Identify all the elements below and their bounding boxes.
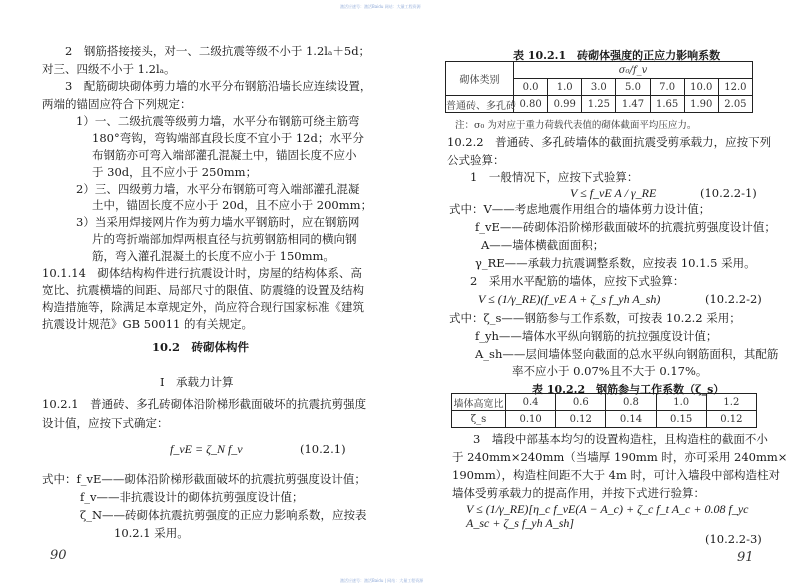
table-cell: 1.90 — [684, 96, 718, 113]
text-line: 2）三、四级剪力墙，水平分布钢筋可弯入端部灌孔混凝 — [76, 182, 360, 196]
where-line: A——墙体横截面面积； — [481, 238, 605, 252]
text-line: 墙体受剪承载力的提高作用，并按下式进行验算： — [452, 486, 705, 500]
table-10-2-2 — [451, 393, 757, 428]
watermark: 激活应速号：激活Baidu | 网站：大量工程资源 — [340, 578, 424, 583]
section-heading: 10.2 砖砌体构件 — [152, 340, 250, 354]
watermark: 激活应速号：激活Baidu 网站：大量工程资源 — [340, 4, 421, 9]
where-line: 式中：f_vE——砌体沿阶梯形截面破坏的抗震抗剪强度设计值； — [42, 472, 366, 486]
formula-10-2-2-1: V ≤ f_vE A / γ_RE — [570, 186, 657, 200]
clause-10-2-1: 10.2.1 普通砖、多孔砖砌体沿阶梯形截面破坏的抗震抗剪强度 — [42, 397, 367, 411]
table-cell: 0.15 — [656, 411, 706, 428]
where-line: 10.2.1 采用。 — [114, 526, 189, 540]
table-col: 12.0 — [718, 79, 752, 96]
table-cell: 2.05 — [718, 96, 752, 113]
where-line: 式中：ζ_s——钢筋参与工作系数，可按表 10.2.2 采用； — [449, 311, 741, 325]
table-cell: 0.12 — [556, 411, 606, 428]
formula-number: (10.2.2-3) — [705, 532, 762, 546]
table-cell: 1.2 — [706, 394, 756, 411]
text-line: 抗震设计规范》GB 50011 的有关规定。 — [42, 317, 254, 331]
table-cell: 0.8 — [606, 394, 656, 411]
text-line: 片的弯折端部加焊两根直径与抗剪钢筋相同的横向钢 — [92, 232, 357, 246]
table-col: 7.0 — [650, 79, 684, 96]
text-line: 3 配筋砌块砌体剪力墙的水平分布钢筋沿墙长应连续设置， — [65, 79, 372, 93]
table-cell: 1.25 — [582, 96, 616, 113]
table-row-header: 砌体类别 — [446, 62, 514, 96]
where-line: γ_RE——承载力抗震调整系数，应按表 10.1.5 采用。 — [475, 256, 756, 270]
table-group-header: σ₀/f_v — [514, 62, 753, 79]
text-line: 1 一般情况下，应按下式验算： — [470, 170, 639, 184]
text-line: 3 墙段中部基本均匀的设置构造柱，且构造柱的截面不小 — [473, 432, 768, 446]
table-row-label: 普通砖、多孔砖 — [446, 96, 514, 113]
text-line: 于 240mm×240mm（当墙厚 190mm 时，亦可采用 240mm× — [452, 450, 788, 464]
clause-10-1-14: 10.1.14 砌体结构构件进行抗震设计时，房屋的结构体系、高 — [42, 266, 362, 280]
table-caption: 表 10.2.1 砖砌体强度的正应力影响系数 — [513, 49, 721, 62]
text-line: 对三、四级不小于 1.2lₐ。 — [42, 62, 176, 76]
where-line: ζ_N——砖砌体抗震抗剪强度的正应力影响系数，应按表 — [80, 508, 367, 522]
text-line: 3）当采用焊接网片作为剪力墙水平钢筋时，应在钢筋网 — [76, 215, 360, 229]
text-line: 180°弯钩，弯钩端部直段长度不宜小于 12d；水平分 — [92, 131, 364, 145]
clause-10-2-2: 10.2.2 普通砖、多孔砖墙体的截面抗震受剪承载力，应按下列 — [447, 135, 772, 149]
where-line: f_yh——墙体水平纵向钢筋的抗拉强度设计值； — [475, 329, 718, 343]
table-col: 0.0 — [514, 79, 548, 96]
page-number: 91 — [737, 550, 754, 565]
text-line: 构造措施等，除满足本章规定外，尚应符合现行国家标准《建筑 — [42, 300, 364, 314]
text-line: 宽比、抗震横墙的间距、局部尺寸的限值、防震缝的设置及结构 — [42, 283, 364, 297]
text-line: 两端的锚固应符合下列规定： — [42, 97, 192, 111]
text-line: 2 钢筋搭接接头，对一、二级抗震等级不小于 1.2lₐ＋5d； — [65, 44, 371, 58]
where-line: 率不应小于 0.07%且不大于 0.17%。 — [512, 364, 708, 378]
table-cell: 0.99 — [548, 96, 582, 113]
formula-10-2-2-3: V ≤ (1/γ_RE)[η_c f_vE(A − A_c) + ζ_c f_t A_c + 0.08 f_yc A_sc + ζ_s f_yh A_sh] — [466, 502, 749, 530]
text-line: 于 30d，且不应小于 250mm； — [92, 165, 258, 179]
table-col: 3.0 — [582, 79, 616, 96]
text-line: 190mm），构造柱间距不大于 4m 时，可计入墙段中部构造柱对 — [452, 468, 781, 482]
table-cell: 0.12 — [706, 411, 756, 428]
table-cell: 0.6 — [556, 394, 606, 411]
table-note: 注：σ₀ 为对应于重力荷载代表值的砌体截面平均压应力。 — [455, 120, 697, 131]
where-line: f_vE——砖砌体沿阶梯形截面破坏的抗震抗剪强度设计值； — [475, 220, 776, 234]
text-line: 1）一、二级抗震等级剪力墙，水平分布钢筋可绕主筋弯 — [76, 114, 360, 128]
table-cell: 0.80 — [514, 96, 548, 113]
where-line: A_sh——层间墙体竖向截面的总水平纵向钢筋面积，其配筋 — [475, 347, 779, 361]
where-line: 式中：V——考虑地震作用组合的墙体剪力设计值； — [449, 202, 711, 216]
table-cell: 1.65 — [650, 96, 684, 113]
formula-number: (10.2.2-2) — [705, 292, 762, 306]
table-10-2-1 — [445, 61, 753, 113]
page-number: 90 — [50, 548, 67, 563]
text-line: 公式验算： — [447, 153, 505, 167]
table-col: 1.0 — [548, 79, 582, 96]
formula-10-2-1: f_vE = ζ_N f_v — [170, 442, 243, 456]
text-line: 设计值，应按下式确定： — [42, 416, 169, 430]
table-col: 10.0 — [684, 79, 718, 96]
table-cell: 1.47 — [616, 96, 650, 113]
text-line: 筋，弯入灌孔混凝土的长度不应小于 150mm。 — [92, 249, 335, 263]
formula-number: (10.2.2-1) — [700, 186, 757, 200]
where-line: f_v——非抗震设计的砌体抗剪强度设计值； — [80, 490, 304, 504]
table-caption: 表 10.2.2 钢筋参与工作系数（ζ_s） — [532, 383, 725, 396]
text-line: 土中，锚固长度不应小于 20d，且不应小于 200mm； — [92, 198, 373, 212]
subsection-heading: Ⅰ 承载力计算 — [160, 375, 234, 389]
table-cell: 0.4 — [506, 394, 556, 411]
table-cell: 0.10 — [506, 411, 556, 428]
table-row-label: 墙体高宽比 — [452, 394, 506, 411]
text-line: 2 采用水平配筋的墙体，应按下式验算： — [470, 274, 685, 288]
text-line: 布钢筋亦可弯入端部灌孔混凝土中，锚固长度不应小 — [92, 148, 357, 162]
formula-number: (10.2.1) — [300, 442, 346, 456]
table-cell: 1.0 — [656, 394, 706, 411]
table-col: 5.0 — [616, 79, 650, 96]
table-row-label: ζ_s — [452, 411, 506, 428]
formula-10-2-2-2: V ≤ (1/γ_RE)(f_vE A + ζ_s f_yh A_sh) — [478, 292, 661, 306]
table-cell: 0.14 — [606, 411, 656, 428]
